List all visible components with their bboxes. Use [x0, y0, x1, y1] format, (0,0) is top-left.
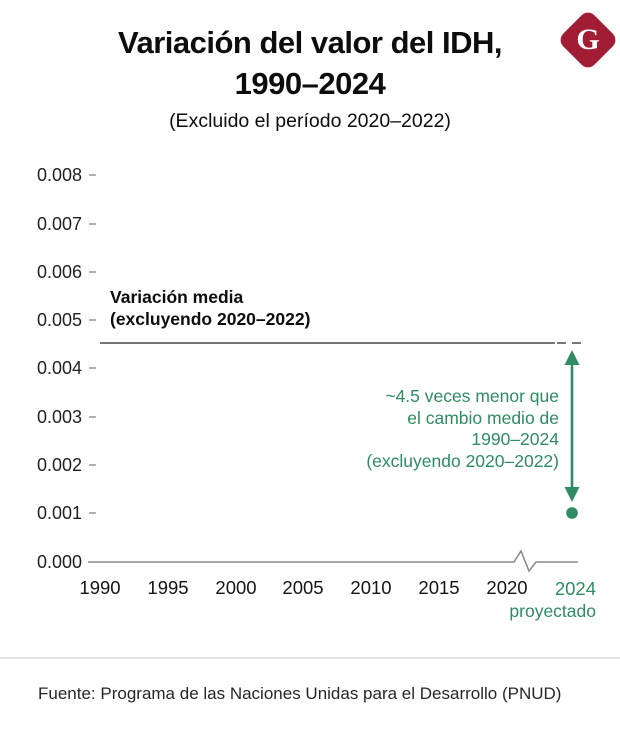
chart-title-line2: 1990–2024 [234, 66, 386, 101]
y-tick-label: 0.002 [36, 455, 82, 475]
x-tick-label: 1990 [79, 577, 121, 598]
y-tick-label: 0.005 [36, 310, 82, 330]
footer-divider [0, 657, 620, 659]
chart-subtitle: (Excluido el período 2020–2022) [169, 110, 451, 132]
y-tick-label: 0.006 [36, 262, 82, 282]
y-tick-label: 0.000 [36, 552, 82, 572]
x-tick-label: 2010 [350, 577, 392, 598]
annotation-line3: 1990–2024 [471, 429, 559, 449]
mean-line-label-line2: (excluyendo 2020–2022) [110, 308, 311, 329]
y-tick-marks [89, 175, 96, 513]
x-tick-label: 2005 [282, 577, 324, 598]
annotation-line4: (excluyendo 2020–2022) [366, 450, 559, 471]
y-tick-label: 0.008 [36, 165, 82, 185]
x-tick-label: 2000 [215, 577, 257, 598]
mean-line-label-line1: Variación media [110, 287, 244, 307]
chart-title [0, 22, 620, 104]
x-tick-2024-caption: proyectado [509, 601, 596, 621]
y-tick-label: 0.001 [36, 503, 82, 523]
double-arrow [565, 350, 580, 502]
logo-letter-g: G [576, 23, 600, 56]
y-tick-label: 0.007 [36, 214, 82, 234]
x-axis-line-with-break [88, 551, 578, 571]
comparison-annotation [259, 386, 559, 472]
annotation-line2: el cambio medio de [407, 407, 559, 428]
source-note: Fuente: Programa de las Naciones Unidas para el Desarrollo (PNUD) [38, 684, 562, 703]
x-tick-2024: 2024 [554, 578, 596, 599]
x-tick-label: 2015 [418, 577, 460, 598]
annotation-line1: ~4.5 veces menor que [385, 386, 559, 406]
x-tick-label-2024-projected [466, 577, 596, 623]
chart-title-line1: Variación del valor del IDH, [118, 25, 502, 60]
x-tick-label: 2020 [486, 577, 528, 598]
data-point-2024-projected [566, 507, 578, 519]
y-tick-label: 0.003 [36, 407, 82, 427]
x-tick-label: 1995 [147, 577, 189, 598]
y-tick-label: 0.004 [36, 358, 82, 378]
mean-line-label [110, 287, 310, 330]
